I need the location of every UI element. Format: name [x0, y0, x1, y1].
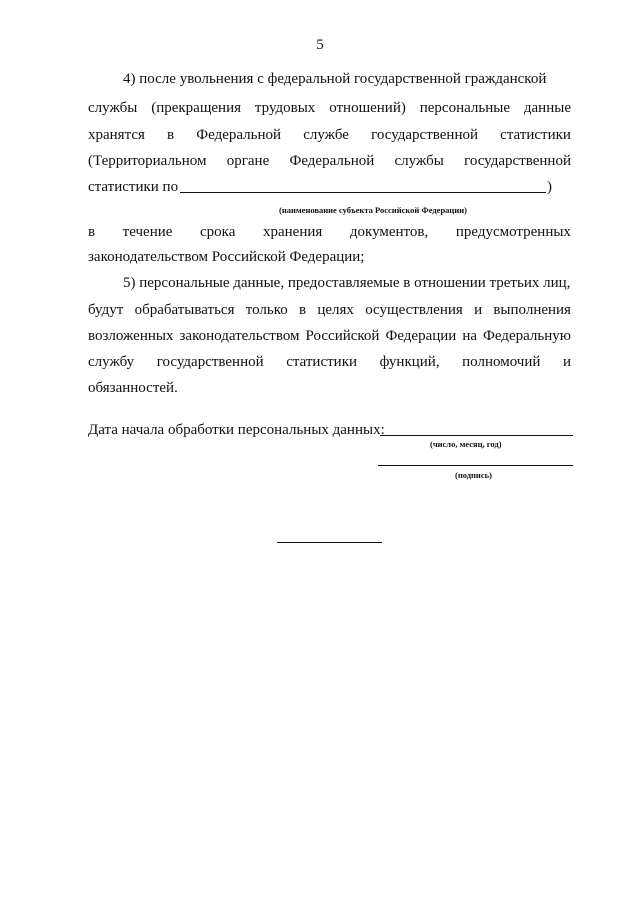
word: только: [245, 302, 288, 318]
word: Российской: [305, 328, 380, 344]
date-field-blank: [380, 435, 573, 436]
paragraph-5-line-2: [88, 301, 571, 319]
signature-blank: [378, 465, 573, 466]
paragraph-5-line-4: [88, 353, 571, 371]
word: Федеральную: [483, 328, 571, 344]
word: в: [299, 302, 307, 318]
word: статистики: [286, 354, 358, 370]
word: государственной: [156, 354, 264, 370]
word: функций,: [379, 354, 440, 370]
word: течение: [122, 224, 173, 240]
word: службы: [394, 153, 444, 169]
word: персональные: [419, 100, 510, 116]
subject-name-caption: (наименование субъекта Российской Федерации): [279, 205, 467, 215]
word: полномочий: [462, 354, 541, 370]
paragraph-4-line-7: законодательством Российской Федерации;: [88, 249, 365, 265]
word: и: [562, 354, 571, 370]
word: возложенных: [88, 328, 174, 344]
paragraph-4-line-1: 4) после увольнения с федеральной государственной гражданской: [123, 71, 547, 87]
paragraph-5-line-1: 5) персональные данные, предоставляемые в отношении третьих лиц,: [123, 275, 571, 291]
word: обрабатываться: [134, 302, 235, 318]
word: Федеральной: [289, 153, 375, 169]
word: (Территориальном: [88, 153, 207, 169]
word: государственной: [371, 127, 478, 143]
date-field-caption: (число, месяц, год): [430, 439, 502, 449]
word: Федерации: [385, 328, 457, 344]
word: в: [167, 127, 175, 143]
end-separator: [277, 542, 382, 543]
word: на: [462, 328, 477, 344]
paragraph-4-line-5: [88, 178, 571, 196]
paragraph-5-line-5: обязанностей.: [88, 380, 178, 396]
date-field-label: Дата начала обработки персональных данных:: [88, 422, 385, 438]
paragraph-4-line-2: [88, 99, 571, 117]
word: документов,: [349, 224, 429, 240]
word: хранятся: [88, 127, 145, 143]
word: будут: [88, 302, 124, 318]
word: трудовых: [254, 100, 316, 116]
closing-paren: ): [547, 179, 552, 195]
word: данные: [523, 100, 571, 116]
word: службе: [303, 127, 349, 143]
subject-name-blank: [180, 192, 546, 193]
line-prefix: статистики по: [88, 179, 179, 195]
word: выполнения: [493, 302, 571, 318]
page-number: 5: [316, 37, 324, 53]
paragraph-5-line-3: [88, 327, 571, 345]
signature-caption: (подпись): [455, 470, 492, 480]
word: законодательством: [179, 328, 300, 344]
word: и: [474, 302, 483, 318]
paragraph-4-line-6: [88, 223, 571, 241]
word: службу: [88, 354, 135, 370]
word: срока: [200, 224, 236, 240]
word: целях: [317, 302, 354, 318]
word: Федеральной: [196, 127, 282, 143]
word: (прекращения: [151, 100, 242, 116]
word: осуществления: [365, 302, 463, 318]
word: в: [88, 224, 96, 240]
word: предусмотренных: [455, 224, 571, 240]
word: статистики: [500, 127, 571, 143]
paragraph-4-line-4: [88, 152, 571, 170]
word: хранения: [262, 224, 323, 240]
word: государственной: [464, 153, 571, 169]
word: службы: [88, 100, 138, 116]
word: отношений): [329, 100, 406, 116]
paragraph-4-line-3: [88, 126, 571, 144]
word: органе: [226, 153, 270, 169]
